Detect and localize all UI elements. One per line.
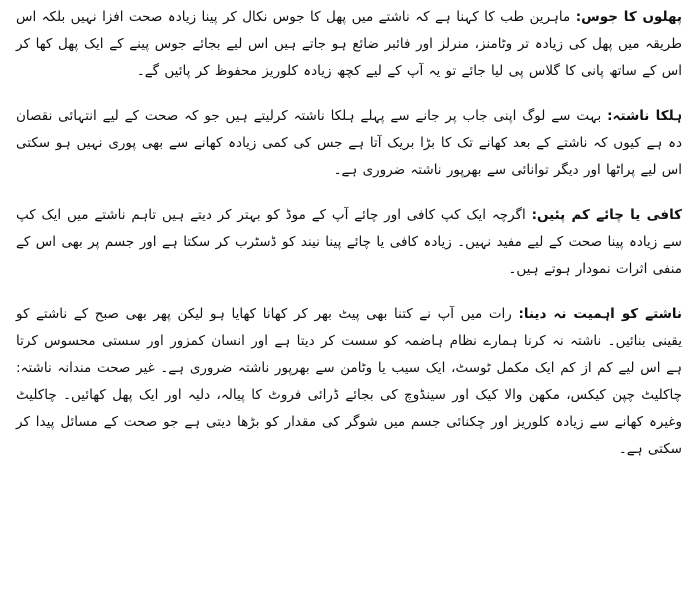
paragraph-breakfast-importance: [16, 301, 682, 463]
paragraph-heading: کافی یا چائے کم پئیں:: [531, 207, 682, 223]
paragraph-text: بہت سے لوگ اپنی جاب پر جانے سے پہلے ہلکا ناشتہ کرلیتے ہیں جو کہ صحت کے لیے انتہائی نقصان دہ ہے کیوں کہ ناشتے کے بعد کھانے تک کا بڑا بریک آتا ہے جس کی کمی زیادہ کھانے سے بھی پوری نہیں ہو سکتی اس لیے پراٹھا اور دیگر توانائی سے بھرپور ناشتہ ضروری ہے۔: [16, 108, 682, 178]
paragraph-heading: پھلوں کا جوس:: [575, 9, 682, 25]
paragraph-text: ماہرین طب کا کہنا ہے کہ ناشتے میں پھل کا جوس نکال کر پینا زیادہ صحت افزا نہیں بلکہ اس طریقہ میں پھل کی زیادہ تر وٹامنز، منرلز اور فائبر ضائع ہو جاتے ہیں اس لیے بجائے جوس پینے کے ایک پھل کھا کر اس کے ساتھ پانی کا گلاس پی لیا جائے تو یہ آپ کے لیے کچھ زیادہ کلوریز محفوظ کر پائیں گے۔: [16, 9, 682, 79]
paragraph-light-breakfast: [16, 103, 682, 184]
paragraph-fruit-juice: [16, 4, 682, 85]
paragraph-heading: ہلکا ناشتہ:: [607, 108, 682, 124]
paragraph-text: اگرچہ ایک کپ کافی اور چائے آپ کے موڈ کو بہتر کر دیتے ہیں تاہم ناشتے میں ایک کپ سے زیادہ پینا صحت کے لیے مفید نہیں۔ زیادہ کافی یا چائے پینا نیند کو ڈسٹرب کر سکتا ہے اور جسم پر بھی اس کے منفی اثرات نمودار ہوتے ہیں۔: [16, 207, 682, 277]
paragraph-coffee-tea: [16, 202, 682, 283]
paragraph-heading: ناشتے کو اہمیت نہ دینا:: [518, 306, 682, 322]
paragraph-text: رات میں آپ نے کتنا بھی پیٹ بھر کر کھانا کھایا ہو لیکن پھر بھی صبح کے ناشتے کو یقینی بنائیں۔ ناشتہ نہ کرنا ہمارے نظام ہاضمہ کو سست کر دیتا ہے اور انسان کمزور اور سستی محسوس کرتا ہے اس لیے کم از کم ایک مکمل ٹوسٹ، ایک سیب یا وٹامن سے بھرپور ناشتہ ضروری ہے۔ غیر صحت مندانہ ناشتہ: چاکلیٹ چپن کیکس، مکھن والا کیک اور سینڈوچ کی بجائے ڈرائی فروٹ کا پیالہ، دلیہ اور ایک پھل کھائیں۔ چاکلیٹ وغیرہ کھانے سے زیادہ کلوریز اور چکنائی جسم میں شوگر کی مقدار کو بڑھا دیتی ہے جو صحت کے مسائل پیدا کر سکتی ہے۔: [16, 306, 682, 457]
